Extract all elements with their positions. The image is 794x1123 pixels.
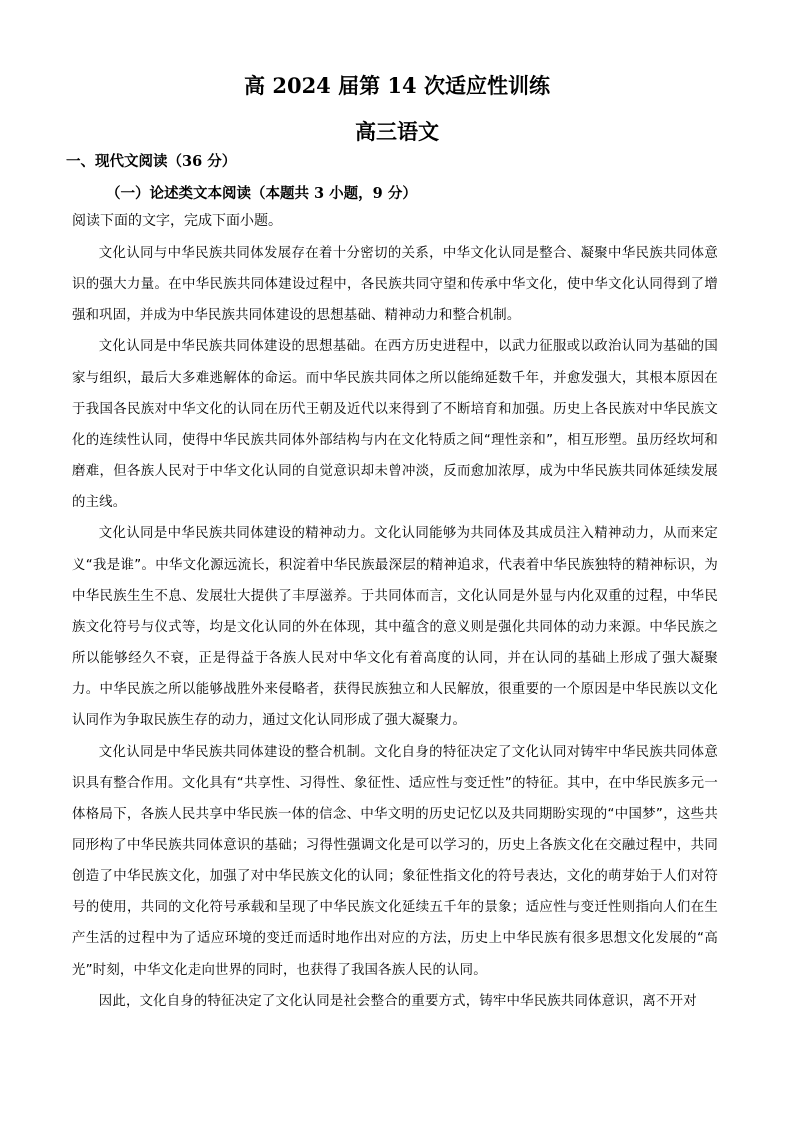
- section-heading: 一、现代文阅读（36 分）: [66, 153, 237, 170]
- exam-title: 高 2024 届第 14 次适应性训练: [244, 73, 550, 98]
- passage-paragraph: 因此，文化自身的特征决定了文化认同是社会整合的重要方式，铸牢中华民族共同体意识，离不开对: [98, 993, 697, 1009]
- passage-body: [72, 238, 718, 1017]
- passage-paragraph: 文化认同是中华民族共同体建设的整合机制。文化自身的特征决定了文化认同对铸牢中华民族共同体意识具有整合作用。文化具有“共享性、习得性、象征性、适应性与变迁性”的特征。其中，在中华民族多元一体格局下，各族人民共享中华民族一体的信念、中华文明的历史记忆以及共同期盼实现的“中国梦”，这些共同形构了中华民族共同体意识的基础；习得性强调文化是可以学习的，历史上各族文化在交融过程中，共同创造了中华民族文化，加强了对中华民族文化的认同；象征性指文化的符号表达，文化的萌芽始于人们对符号的使用，共同的文化符号承载和呈现了中华民族文化延续五千年的景象；适应性与变迁性则指向人们在生产生活的过程中为了适应环境的变迁而适时地作出对应的方法，历史上中华民族有很多思想文化发展的“高光”时刻，中华文化走向世界的同时，也获得了我国各族人民的认同。: [72, 744, 718, 978]
- passage-paragraph: 文化认同与中华民族共同体发展存在着十分密切的关系，中华文化认同是整合、凝聚中华民族共同体意识的强大力量。在中华民族共同体建设过程中，各民族共同守望和传承中华文化，使中华文化认同得到了增强和巩固，并成为中华民族共同体建设的思想基础、精神动力和整合机制。: [72, 246, 718, 324]
- passage-paragraph: 文化认同是中华民族共同体建设的思想基础。在西方历史进程中，以武力征服或以政治认同为基础的国家与组织，最后大多难逃解体的命运。而中华民族共同体之所以能绵延数千年，并愈发强大，其根本原因在于我国各民族对中华文化的认同在历代王朝及近代以来得到了不断培育和加强。历史上各民族对中华民族文化的连续性认同，使得中华民族共同体外部结构与内在文化特质之间“理性亲和”，相互形塑。虽历经坎坷和磨难，但各族人民对于中华文化认同的自觉意识却未曾冲淡，反而愈加浓厚，成为中华民族共同体延续发展的主线。: [72, 339, 718, 511]
- subsection-heading: （一）论述类文本阅读（本题共 3 小题，9 分）: [106, 185, 417, 202]
- subject-title: 高三语文: [355, 119, 439, 144]
- reading-instruction: 阅读下面的文字，完成下面小题。: [72, 213, 282, 229]
- passage-paragraph: 文化认同是中华民族共同体建设的精神动力。文化认同能够为共同体及其成员注入精神动力，从而来定义“我是谁”。中华文化源远流长，积淀着中华民族最深层的精神追求，代表着中华民族独特的精神标识，为中华民族生生不息、发展壮大提供了丰厚滋养。于共同体而言，文化认同是外显与内化双重的过程，中华民族文化符号与仪式等，均是文化认同的外在体现，其中蕴含的意义则是强化共同体的动力来源。中华民族之所以能够经久不衰，正是得益于各族人民对中华文化有着高度的认同，并在认同的基础上形成了强大凝聚力。中华民族之所以能够战胜外来侵略者，获得民族独立和人民解放，很重要的一个原因是中华民族以文化认同作为争取民族生存的动力，通过文化认同形成了强大凝聚力。: [72, 526, 718, 729]
